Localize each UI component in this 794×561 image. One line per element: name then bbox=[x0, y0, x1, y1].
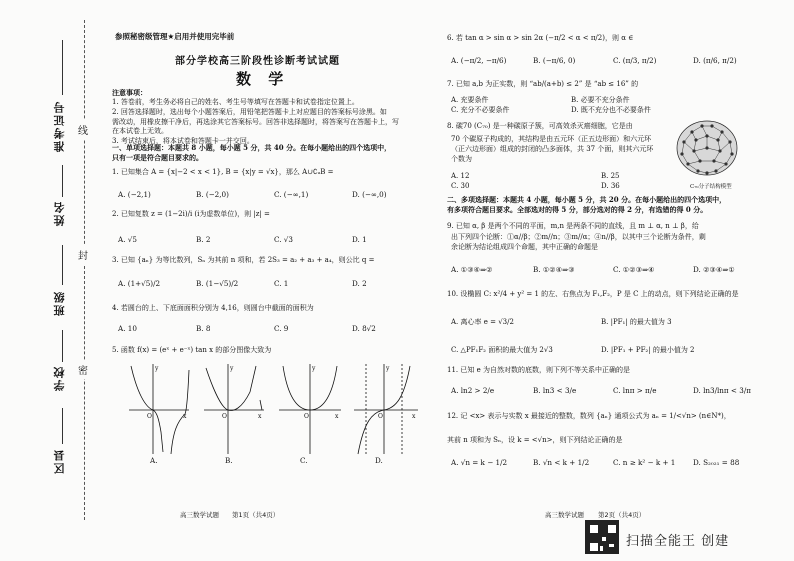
figure-caption: C₇₀分子结构模型 bbox=[690, 184, 732, 190]
district-line bbox=[62, 408, 63, 444]
notice-item: 需改动，用橡皮擦干净后，再选涂其它答案标号。回答非选择题时，将答案写在答题卡上，写 bbox=[112, 117, 399, 126]
section2-line2: 有多项符合题目要求。全部选对的得 5 分，部分选对的得 2 分，有选错的得 0 分。 bbox=[447, 204, 708, 214]
exam-no-line bbox=[62, 40, 63, 95]
svg-text:y: y bbox=[312, 365, 316, 372]
seal-dashed-line bbox=[84, 20, 85, 520]
question-10-options bbox=[451, 318, 771, 356]
question-11-stem: 11. 已知 e 为自然对数的底数，则下列不等关系中正确的是 bbox=[447, 366, 630, 374]
option: D. S₂₀₂₁ = 88 bbox=[693, 458, 740, 467]
notice-list bbox=[112, 98, 432, 147]
name-line bbox=[62, 165, 63, 197]
option: B. ①②④⇒③ bbox=[533, 265, 575, 274]
section1-heading bbox=[112, 143, 432, 163]
option: C. n ≥ k² − k + 1 bbox=[613, 458, 676, 467]
option: A. 10 bbox=[118, 324, 137, 333]
footer-right-page: 第2页（共4页） bbox=[598, 511, 646, 519]
scanner-brand: 扫描全能王 创建 bbox=[626, 534, 730, 549]
option: B. (1−√5)/2 bbox=[196, 279, 239, 288]
option: A. (1+√5)/2 bbox=[118, 279, 161, 288]
notice-item: 3. 考试结束后，将本试卷和答题卡一并交回。 bbox=[112, 137, 254, 146]
option: D. ln3/lnπ < 3/π bbox=[693, 386, 751, 395]
option: B. |PF₁| 的最大值为 3 bbox=[601, 318, 672, 326]
exam-title: 部分学校高三阶段性诊断考试试题 bbox=[175, 56, 340, 67]
notice-item: 在本试卷上无效。 bbox=[112, 127, 168, 136]
question-9-options bbox=[451, 265, 771, 274]
c70-molecule-figure bbox=[672, 118, 742, 180]
district-label: 区县 bbox=[53, 448, 66, 474]
option: D. bbox=[375, 456, 383, 465]
question-6-stem: 6. 若 tan α > sin α > sin 2α (−π/2 < α < π/2)，则 α ∈ bbox=[447, 34, 634, 42]
option: A. 离心率 e = √3/2 bbox=[451, 318, 514, 326]
footer-left-subject: 高三数学试题 bbox=[180, 511, 219, 519]
option: B. 25 bbox=[601, 172, 620, 180]
exam-no-label: 准考证号 bbox=[53, 100, 66, 152]
svg-text:O: O bbox=[147, 413, 152, 420]
question-2-options bbox=[118, 235, 428, 244]
graph-a bbox=[129, 364, 189, 454]
section2-heading bbox=[447, 195, 772, 215]
option: C. 1 bbox=[274, 279, 289, 288]
class-label: 班级 bbox=[53, 290, 66, 316]
question-8-body bbox=[451, 135, 673, 164]
binding-margin bbox=[0, 0, 92, 540]
option: B. 8 bbox=[196, 324, 211, 333]
confidential-note: 参照秘密级管理★启用并使用完毕前 bbox=[115, 32, 235, 41]
section2-line1: 二、多项选择题：本题共 4 小题，每小题 5 分，共 20 分。在每小题给出的四个选项中， bbox=[447, 195, 727, 204]
option: C. (−∞,1) bbox=[274, 190, 309, 199]
option: D. (π/6, π/2) bbox=[693, 56, 737, 65]
question-8-options bbox=[451, 172, 671, 192]
school-line bbox=[62, 330, 63, 362]
question-9-line: 余论断为结论组成四个命题，其中正确的命题是 bbox=[451, 242, 598, 251]
option: D. 8√2 bbox=[352, 324, 376, 333]
option: D. 1 bbox=[352, 235, 367, 244]
option: C. 30 bbox=[451, 181, 470, 190]
svg-text:x: x bbox=[412, 413, 416, 420]
question-3-stem: 3. 已知 {aₙ} 为等比数列，Sₙ 为其前 n 项和，若 2S₃ = a₂ + a₃ + a₄，则公比 q = bbox=[112, 256, 375, 264]
svg-text:y: y bbox=[386, 365, 390, 372]
option: D. (−∞,0) bbox=[352, 190, 387, 199]
option: D. |PF₁ + PF₂| 的最小值为 2 bbox=[601, 345, 695, 354]
question-3-options bbox=[118, 279, 428, 288]
qr-code-icon bbox=[585, 520, 619, 554]
option: D. 2 bbox=[352, 279, 367, 288]
graph-d bbox=[354, 364, 418, 454]
question-8-line: 个数为 bbox=[451, 154, 472, 163]
option: B. (−2,0) bbox=[196, 190, 229, 199]
option: C. ①②③⇒④ bbox=[613, 265, 655, 274]
seal-char: 密 bbox=[78, 360, 88, 379]
svg-text:y: y bbox=[155, 365, 159, 372]
question-11-options bbox=[451, 386, 771, 395]
question-4-options bbox=[118, 324, 428, 333]
school-label: 学校 bbox=[53, 365, 66, 391]
svg-text:O: O bbox=[304, 413, 309, 420]
svg-text:O: O bbox=[222, 413, 227, 420]
option: D. 既不充分也不必要条件 bbox=[571, 105, 651, 114]
class-line bbox=[62, 245, 63, 285]
question-6-options bbox=[451, 56, 771, 65]
option: A. 充要条件 bbox=[451, 96, 489, 104]
question-9-body bbox=[451, 233, 771, 253]
graph-c bbox=[279, 364, 341, 454]
question-2-stem: 2. 已知复数 z = (1−2i)/i (i为虚数单位)，则 |z| = bbox=[112, 210, 270, 218]
option: C. △PF₁F₂ 面积的最大值为 2√3 bbox=[451, 345, 553, 354]
question-12-body: 其前 n 项和为 Sₙ，设 k = <√n>，则下列结论正确的是 bbox=[447, 436, 623, 444]
option: B. √n < k + 1/2 bbox=[533, 458, 590, 467]
option: C. bbox=[300, 456, 308, 465]
question-8-stem: 8. 碳70 (C₇₀) 是一种碳原子簇，可高效杀灭癌细胞，它是由 bbox=[447, 122, 633, 130]
option: D. ②③④⇒① bbox=[693, 265, 735, 274]
option: C. 充分不必要条件 bbox=[451, 105, 510, 114]
function-graphs bbox=[127, 362, 427, 470]
option: A. √n = k − 1/2 bbox=[451, 458, 508, 467]
question-8-line: （正六边形面）组成的封闭的凸多面体，共 37 个面，则其六元环 bbox=[451, 144, 654, 153]
option: A. 12 bbox=[451, 172, 470, 180]
svg-text:x: x bbox=[335, 413, 339, 420]
question-5-options bbox=[150, 456, 430, 465]
notice-item: 1. 答卷前，考生务必将自己的姓名、考生号等填写在答题卡和试卷指定位置上。 bbox=[112, 98, 359, 106]
footer-right-subject: 高三数学试题 bbox=[545, 511, 584, 519]
option: C. √3 bbox=[274, 235, 293, 244]
option: B. 2 bbox=[196, 235, 211, 244]
option: A. ①③④⇒② bbox=[451, 265, 493, 274]
name-label: 姓名 bbox=[53, 200, 66, 226]
section1-line1: 一、单项选择题：本题共 8 小题，每小题 5 分，共 40 分。在每小题给出的四个选项中， bbox=[112, 143, 392, 152]
question-9-stem: 9. 已知 α, β 是两个不同的平面，m,n 是两条不同的直线，且 m ⊥ α, n ⊥ β，给 bbox=[447, 222, 699, 230]
question-10-stem: 10. 设椭圆 C: x²/4 + y² = 1 的左、右焦点为 F₁,F₂，P 是 C 上的动点，则下列结论正确的是 bbox=[447, 290, 739, 298]
footer-left-page: 第1页（共4页） bbox=[232, 511, 280, 519]
option: B. (−π/6, 0) bbox=[533, 56, 576, 65]
question-8-line: 70 个碳原子构成的，其结构是由五元环（正五边形面）和六元环 bbox=[451, 135, 652, 143]
question-12-stem: 12. 记 <x> 表示与实数 x 最接近的整数，数列 {aₙ} 通项公式为 aₙ = 1/<√n> (n∈N*)， bbox=[447, 412, 731, 420]
option: D. 36 bbox=[601, 181, 620, 190]
option: A. (−2,1) bbox=[118, 190, 151, 199]
question-1-options bbox=[118, 190, 428, 199]
seal-char: 封 bbox=[78, 245, 88, 264]
question-4-stem: 4. 若圆台的上、下底面面积分别为 4,16，则圆台中截面的面积为 bbox=[112, 304, 314, 312]
section1-line2: 只有一项是符合题目要求的。 bbox=[112, 152, 203, 162]
option: A. bbox=[150, 456, 158, 465]
option: C. 9 bbox=[274, 324, 289, 333]
option: A. √5 bbox=[118, 235, 137, 244]
question-5-stem: 5. 函数 f(x) = (eˣ + e⁻ˣ) tan x 的部分图像大致为 bbox=[112, 346, 272, 354]
notice-item: 2. 回答选择题时，选出每个小题答案后，用铅笔把答题卡上对应题目的答案标号涂黑。如 bbox=[112, 107, 387, 116]
option: B. bbox=[225, 456, 233, 465]
option: B. ln3 < 3/e bbox=[533, 386, 577, 395]
svg-text:y: y bbox=[230, 365, 234, 372]
svg-text:x: x bbox=[258, 413, 262, 420]
option: C. lnπ > π/e bbox=[613, 386, 657, 395]
question-12-options bbox=[451, 458, 771, 467]
subject-title: 数 学 bbox=[236, 70, 290, 88]
option: A. (−π/2, −π/6) bbox=[451, 56, 507, 65]
svg-text:O: O bbox=[378, 413, 383, 420]
option: C. (π/3, π/2) bbox=[613, 56, 657, 65]
option: A. ln2 > 2/e bbox=[451, 386, 495, 395]
question-9-line: 出下列四个论断：①α//β；②m//n；③m//α；④n//β，以其中三个论断为条件，剩 bbox=[451, 233, 706, 241]
notice-heading: 注意事项： bbox=[112, 88, 147, 97]
question-1-stem: 1. 已知集合 A = {x|−2 < x < 1}, B = {x|y = √x}，那么 A∪∁ᵤB = bbox=[112, 168, 334, 176]
option: B. 必要不充分条件 bbox=[571, 96, 630, 104]
seal-char: 线 bbox=[78, 120, 88, 139]
svg-text:x: x bbox=[183, 413, 187, 420]
graph-b bbox=[204, 364, 264, 454]
question-7-stem: 7. 已知 a,b 为正实数，则 “ab/(a+b) ≤ 2” 是 “ab ≤ 16” 的 bbox=[447, 80, 639, 88]
question-7-options bbox=[451, 96, 681, 116]
